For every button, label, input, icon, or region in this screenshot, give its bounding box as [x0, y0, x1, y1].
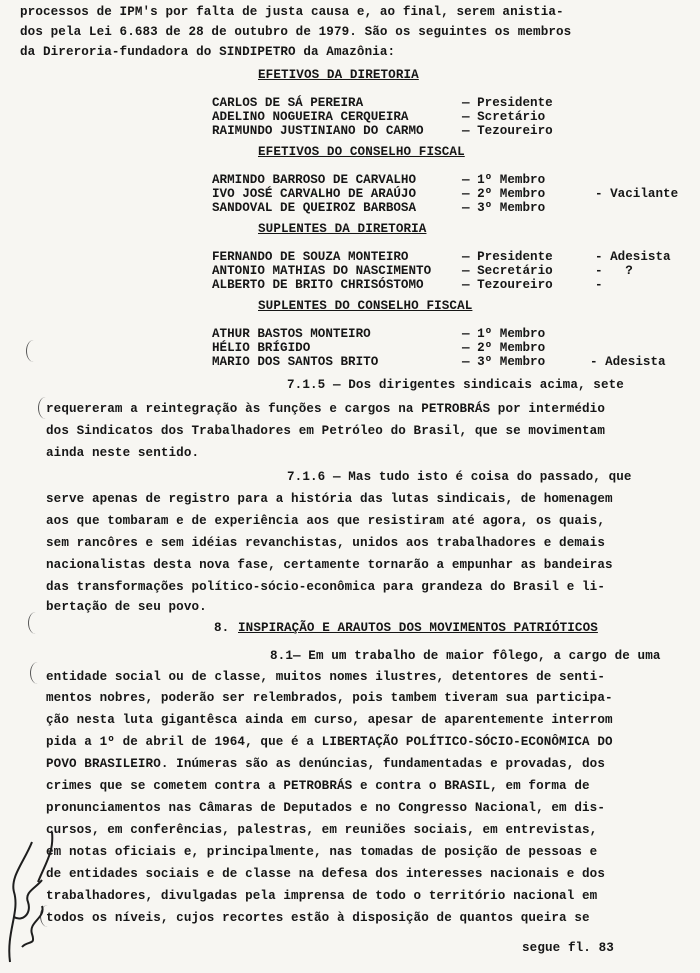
handwritten-signature [2, 822, 62, 972]
paragraph-line: serve apenas de registro para a história das lutas sindicais, de homenagem [46, 492, 613, 506]
paragraph-line: ção nesta luta gigantêsca ainda em curso, apesar de aparentemente interrom [46, 713, 613, 727]
member-name: ANTONIO MATHIAS DO NASCIMENTO [212, 264, 432, 278]
punch-hole-mark [38, 397, 53, 419]
member-name: SANDOVAL DE QUEIROZ BARBOSA [212, 201, 417, 215]
section-8-title: INSPIRAÇÃO E ARAUTOS DOS MOVIMENTOS PATRIÓTICOS [238, 621, 598, 635]
member-role: — Secretário [462, 264, 553, 278]
member-name: ADELINO NOGUEIRA CERQUEIRA [212, 110, 409, 124]
paragraph-line: sem rancôres e sem idéias revanchistas, unidos aos trabalhadores e demais [46, 536, 605, 550]
member-role: — 1º Membro [462, 327, 546, 341]
member-note: - Vacilante [595, 187, 679, 201]
paragraph-line: POVO BRASILEIRO. Inúmeras são as denúncias, fundamentadas e provadas, dos [46, 757, 605, 771]
member-name: RAIMUNDO JUSTINIANO DO CARMO [212, 124, 424, 138]
member-role: — Presidente [462, 250, 553, 264]
section-heading: EFETIVOS DA DIRETORIA [258, 68, 419, 82]
section-heading: EFETIVOS DO CONSELHO FISCAL [258, 145, 465, 159]
paragraph-line: requereram a reintegração às funções e cargos na PETROBRÁS por intermédio [46, 402, 605, 416]
member-role: — 3º Membro [462, 201, 546, 215]
paragraph-line: 7.1.6 — Mas tudo isto é coisa do passado, que [287, 470, 632, 484]
paragraph-line: pronunciamentos nas Câmaras de Deputados e no Congresso Nacional, em dis- [46, 801, 605, 815]
page-footer: segue fl. 83 [522, 941, 614, 955]
intro-line: da Direroria-fundadora do SINDIPETRO da Amazônia: [20, 45, 396, 59]
member-role: — 3º Membro [462, 355, 546, 369]
member-note: - Adesista [595, 250, 671, 264]
paragraph-line: nacionalistas desta nova fase, certamente tornarão a empunhar as bandeiras [46, 558, 613, 572]
paragraph-line: 7.1.5 — Dos dirigentes sindicais acima, sete [287, 378, 624, 392]
paragraph-line: 8.1— Em um trabalho de maior fôlego, a cargo de uma [270, 649, 661, 663]
paragraph-line: de entidades sociais e de classe na defesa dos interesses nacionais e dos [46, 867, 605, 881]
paragraph-line: ainda neste sentido. [46, 446, 200, 460]
paragraph-line: das transformações político-sócio-econômica para grandeza do Brasil e li- [46, 580, 605, 594]
paragraph-line: dos Sindicatos dos Trabalhadores em Petróleo do Brasil, que se movimentam [46, 424, 605, 438]
member-role: — 1º Membro [462, 173, 546, 187]
punch-hole-mark [28, 612, 43, 634]
member-note: - Adesista [590, 355, 666, 369]
member-name: ALBERTO DE BRITO CHRISÓSTOMO [212, 278, 424, 292]
paragraph-line: crimes que se cometem contra a PETROBRÁS e contra o BRASIL, em forma de [46, 779, 590, 793]
member-role: — Tezoureiro [462, 124, 553, 138]
member-name: MARIO DOS SANTOS BRITO [212, 355, 379, 369]
paragraph-line: mentos nobres, poderão ser relembrados, pois tambem tiveram sua participa- [46, 691, 613, 705]
paragraph-line: bertação de seu povo. [46, 600, 207, 614]
member-name: IVO JOSÉ CARVALHO DE ARAÚJO [212, 187, 417, 201]
member-role: — 2º Membro [462, 187, 546, 201]
member-role: — Scretário [462, 110, 546, 124]
intro-line: processos de IPM's por falta de justa causa e, ao final, serem anistia- [20, 5, 564, 19]
member-role: — Presidente [462, 96, 553, 110]
section-heading: SUPLENTES DO CONSELHO FISCAL [258, 299, 473, 313]
paragraph-line: aos que tombaram e de experiência aos que resistiram até agora, os quais, [46, 514, 605, 528]
paragraph-line: cursos, em conferências, palestras, em reuniões sociais, em entrevistas, [46, 823, 598, 837]
section-heading: SUPLENTES DA DIRETORIA [258, 222, 427, 236]
member-role: — 2º Membro [462, 341, 546, 355]
member-role: — Tezoureiro [462, 278, 553, 292]
member-note: - ? [595, 264, 633, 278]
punch-hole-mark [30, 662, 45, 684]
intro-line: dos pela Lei 6.683 de 28 de outubro de 1979. São os seguintes os membros [20, 25, 572, 39]
paragraph-line: em notas oficiais e, principalmente, nas tomadas de posição de pessoas e [46, 845, 598, 859]
member-name: ARMINDO BARROSO DE CARVALHO [212, 173, 417, 187]
member-name: FERNANDO DE SOUZA MONTEIRO [212, 250, 409, 264]
member-name: HÉLIO BRÍGIDO [212, 341, 311, 355]
paragraph-line: entidade social ou de classe, muitos nomes ilustres, detentores de senti- [46, 670, 605, 684]
paragraph-line: todos os níveis, cujos recortes estão à disposição de quantos queira se [46, 911, 590, 925]
member-note: - [595, 278, 603, 292]
member-name: CARLOS DE SÁ PEREIRA [212, 96, 364, 110]
paragraph-line: pida a 1º de abril de 1964, que é a LIBERTAÇÃO POLÍTICO-SÓCIO-ECONÔMICA DO [46, 735, 613, 749]
paragraph-line: trabalhadores, divulgadas pela imprensa de todo o território nacional em [46, 889, 598, 903]
punch-hole-mark [26, 340, 41, 362]
section-number: 8. [214, 621, 230, 635]
member-name: ATHUR BASTOS MONTEIRO [212, 327, 371, 341]
